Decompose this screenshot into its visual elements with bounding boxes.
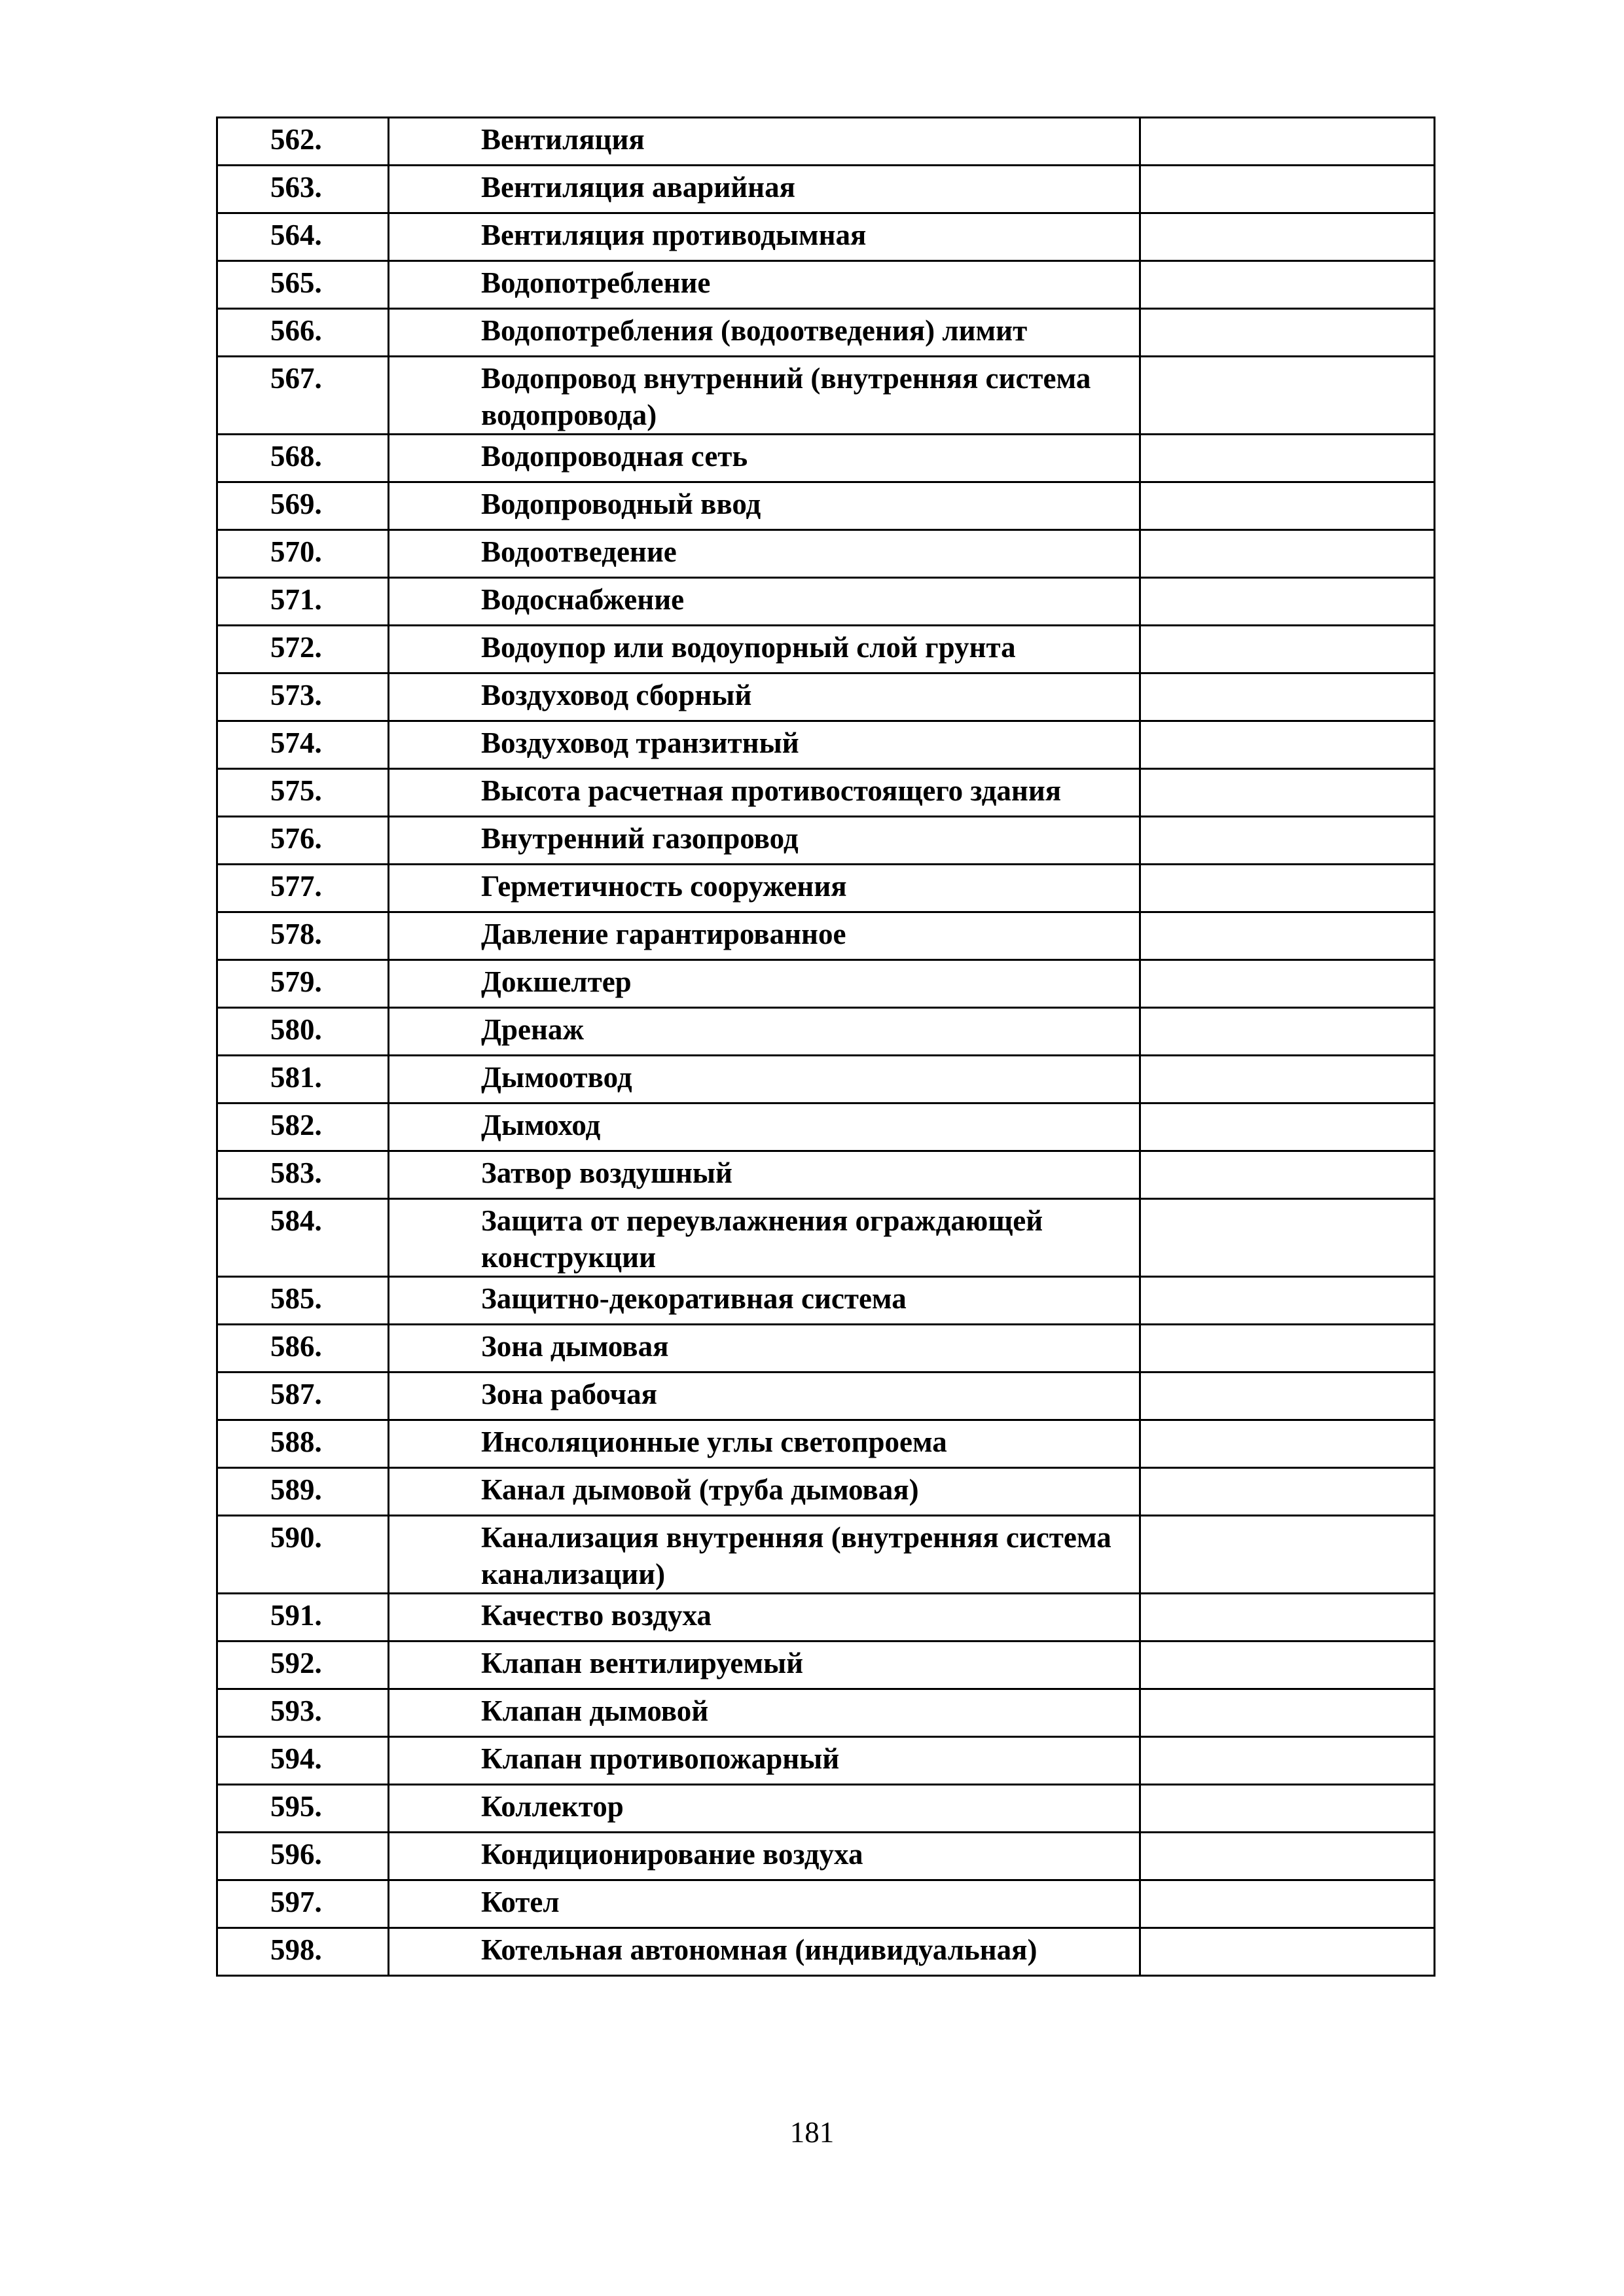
table-row: [217, 1103, 1435, 1151]
empty-cell: [1140, 530, 1435, 578]
term-name: Вентиляция аварийная: [389, 166, 1140, 213]
table-row: [217, 1689, 1435, 1737]
term-name: Котел: [389, 1880, 1140, 1928]
table-row: [217, 1880, 1435, 1928]
term-name: Канализация внутренняя (внутренняя система канализации): [389, 1516, 1140, 1594]
row-number: 575.: [217, 769, 389, 817]
empty-cell: [1140, 1372, 1435, 1420]
table-row: [217, 261, 1435, 309]
row-number: 580.: [217, 1008, 389, 1056]
term-name: Клапан противопожарный: [389, 1737, 1140, 1785]
table-row: [217, 1833, 1435, 1880]
row-number: 570.: [217, 530, 389, 578]
empty-cell: [1140, 1689, 1435, 1737]
row-number: 581.: [217, 1056, 389, 1103]
empty-cell: [1140, 912, 1435, 960]
table-row: [217, 769, 1435, 817]
empty-cell: [1140, 578, 1435, 626]
table-row: [217, 1008, 1435, 1056]
term-name: Водопроводный ввод: [389, 482, 1140, 530]
table-row: [217, 1785, 1435, 1833]
table-row: [217, 309, 1435, 357]
row-number: 585.: [217, 1277, 389, 1325]
empty-cell: [1140, 261, 1435, 309]
empty-cell: [1140, 1151, 1435, 1199]
term-name: Внутренний газопровод: [389, 817, 1140, 865]
row-number: 583.: [217, 1151, 389, 1199]
term-name: Высота расчетная противостоящего здания: [389, 769, 1140, 817]
row-number: 588.: [217, 1420, 389, 1468]
term-name: Защита от переувлажнения ограждающей конструкции: [389, 1199, 1140, 1277]
table-row: [217, 1737, 1435, 1785]
term-name: Кондиционирование воздуха: [389, 1833, 1140, 1880]
table-row: [217, 1420, 1435, 1468]
row-number: 593.: [217, 1689, 389, 1737]
empty-cell: [1140, 435, 1435, 482]
row-number: 562.: [217, 118, 389, 166]
table-row: [217, 626, 1435, 673]
term-name: Инсоляционные углы светопроема: [389, 1420, 1140, 1468]
term-name: Качество воздуха: [389, 1594, 1140, 1641]
row-number: 592.: [217, 1641, 389, 1689]
term-name: Клапан дымовой: [389, 1689, 1140, 1737]
row-number: 573.: [217, 673, 389, 721]
empty-cell: [1140, 1833, 1435, 1880]
row-number: 591.: [217, 1594, 389, 1641]
empty-cell: [1140, 357, 1435, 435]
empty-cell: [1140, 865, 1435, 912]
term-name: Водопровод внутренний (внутренняя система водопровода): [389, 357, 1140, 435]
term-name: Герметичность сооружения: [389, 865, 1140, 912]
row-number: 574.: [217, 721, 389, 769]
row-number: 578.: [217, 912, 389, 960]
row-number: 577.: [217, 865, 389, 912]
table-row: [217, 1372, 1435, 1420]
row-number: 565.: [217, 261, 389, 309]
table-row: [217, 357, 1435, 435]
term-name: Дымоотвод: [389, 1056, 1140, 1103]
empty-cell: [1140, 213, 1435, 261]
table-row: [217, 213, 1435, 261]
row-number: 572.: [217, 626, 389, 673]
row-number: 587.: [217, 1372, 389, 1420]
row-number: 584.: [217, 1199, 389, 1277]
terms-table-body: [217, 118, 1435, 1976]
term-name: Дренаж: [389, 1008, 1140, 1056]
empty-cell: [1140, 673, 1435, 721]
table-row: [217, 482, 1435, 530]
row-number: 568.: [217, 435, 389, 482]
table-row: [217, 1516, 1435, 1594]
empty-cell: [1140, 1325, 1435, 1372]
row-number: 595.: [217, 1785, 389, 1833]
row-number: 597.: [217, 1880, 389, 1928]
table-row: [217, 1468, 1435, 1516]
term-name: Котельная автономная (индивидуальная): [389, 1928, 1140, 1976]
row-number: 563.: [217, 166, 389, 213]
empty-cell: [1140, 721, 1435, 769]
term-name: Водопроводная сеть: [389, 435, 1140, 482]
terms-table: [216, 117, 1435, 1977]
empty-cell: [1140, 1880, 1435, 1928]
table-row: [217, 118, 1435, 166]
row-number: 598.: [217, 1928, 389, 1976]
term-name: Зона рабочая: [389, 1372, 1140, 1420]
row-number: 596.: [217, 1833, 389, 1880]
empty-cell: [1140, 1737, 1435, 1785]
table-row: [217, 1325, 1435, 1372]
empty-cell: [1140, 769, 1435, 817]
empty-cell: [1140, 960, 1435, 1008]
table-row: [217, 1594, 1435, 1641]
empty-cell: [1140, 166, 1435, 213]
term-name: Клапан вентилируемый: [389, 1641, 1140, 1689]
empty-cell: [1140, 1199, 1435, 1277]
term-name: Защитно-декоративная система: [389, 1277, 1140, 1325]
term-name: Воздуховод транзитный: [389, 721, 1140, 769]
table-row: [217, 435, 1435, 482]
empty-cell: [1140, 817, 1435, 865]
table-row: [217, 1056, 1435, 1103]
term-name: Водоснабжение: [389, 578, 1140, 626]
empty-cell: [1140, 118, 1435, 166]
table-row: [217, 1151, 1435, 1199]
empty-cell: [1140, 1420, 1435, 1468]
term-name: Давление гарантированное: [389, 912, 1140, 960]
term-name: Вентиляция противодымная: [389, 213, 1140, 261]
page-number: 181: [789, 2116, 835, 2149]
empty-cell: [1140, 1641, 1435, 1689]
term-name: Дымоход: [389, 1103, 1140, 1151]
row-number: 566.: [217, 309, 389, 357]
row-number: 582.: [217, 1103, 389, 1151]
row-number: 589.: [217, 1468, 389, 1516]
row-number: 594.: [217, 1737, 389, 1785]
table-row: [217, 912, 1435, 960]
empty-cell: [1140, 1785, 1435, 1833]
table-row: [217, 1277, 1435, 1325]
row-number: 579.: [217, 960, 389, 1008]
empty-cell: [1140, 1594, 1435, 1641]
term-name: Зона дымовая: [389, 1325, 1140, 1372]
term-name: Водоотведение: [389, 530, 1140, 578]
empty-cell: [1140, 1516, 1435, 1594]
table-row: [217, 865, 1435, 912]
term-name: Водопотребления (водоотведения) лимит: [389, 309, 1140, 357]
term-name: Воздуховод сборный: [389, 673, 1140, 721]
empty-cell: [1140, 309, 1435, 357]
row-number: 576.: [217, 817, 389, 865]
term-name: Канал дымовой (труба дымовая): [389, 1468, 1140, 1516]
empty-cell: [1140, 1468, 1435, 1516]
row-number: 586.: [217, 1325, 389, 1372]
table-row: [217, 578, 1435, 626]
term-name: Докшелтер: [389, 960, 1140, 1008]
table-row: [217, 1641, 1435, 1689]
empty-cell: [1140, 1056, 1435, 1103]
empty-cell: [1140, 1928, 1435, 1976]
table-row: [217, 817, 1435, 865]
table-row: [217, 1928, 1435, 1976]
term-name: Коллектор: [389, 1785, 1140, 1833]
empty-cell: [1140, 626, 1435, 673]
term-name: Водопотребление: [389, 261, 1140, 309]
table-row: [217, 960, 1435, 1008]
term-name: Вентиляция: [389, 118, 1140, 166]
table-row: [217, 1199, 1435, 1277]
row-number: 590.: [217, 1516, 389, 1594]
empty-cell: [1140, 482, 1435, 530]
table-row: [217, 721, 1435, 769]
table-row: [217, 673, 1435, 721]
term-name: Водоупор или водоупорный слой грунта: [389, 626, 1140, 673]
empty-cell: [1140, 1277, 1435, 1325]
term-name: Затвор воздушный: [389, 1151, 1140, 1199]
table-row: [217, 166, 1435, 213]
table-row: [217, 530, 1435, 578]
row-number: 571.: [217, 578, 389, 626]
empty-cell: [1140, 1008, 1435, 1056]
row-number: 567.: [217, 357, 389, 435]
empty-cell: [1140, 1103, 1435, 1151]
row-number: 569.: [217, 482, 389, 530]
row-number: 564.: [217, 213, 389, 261]
